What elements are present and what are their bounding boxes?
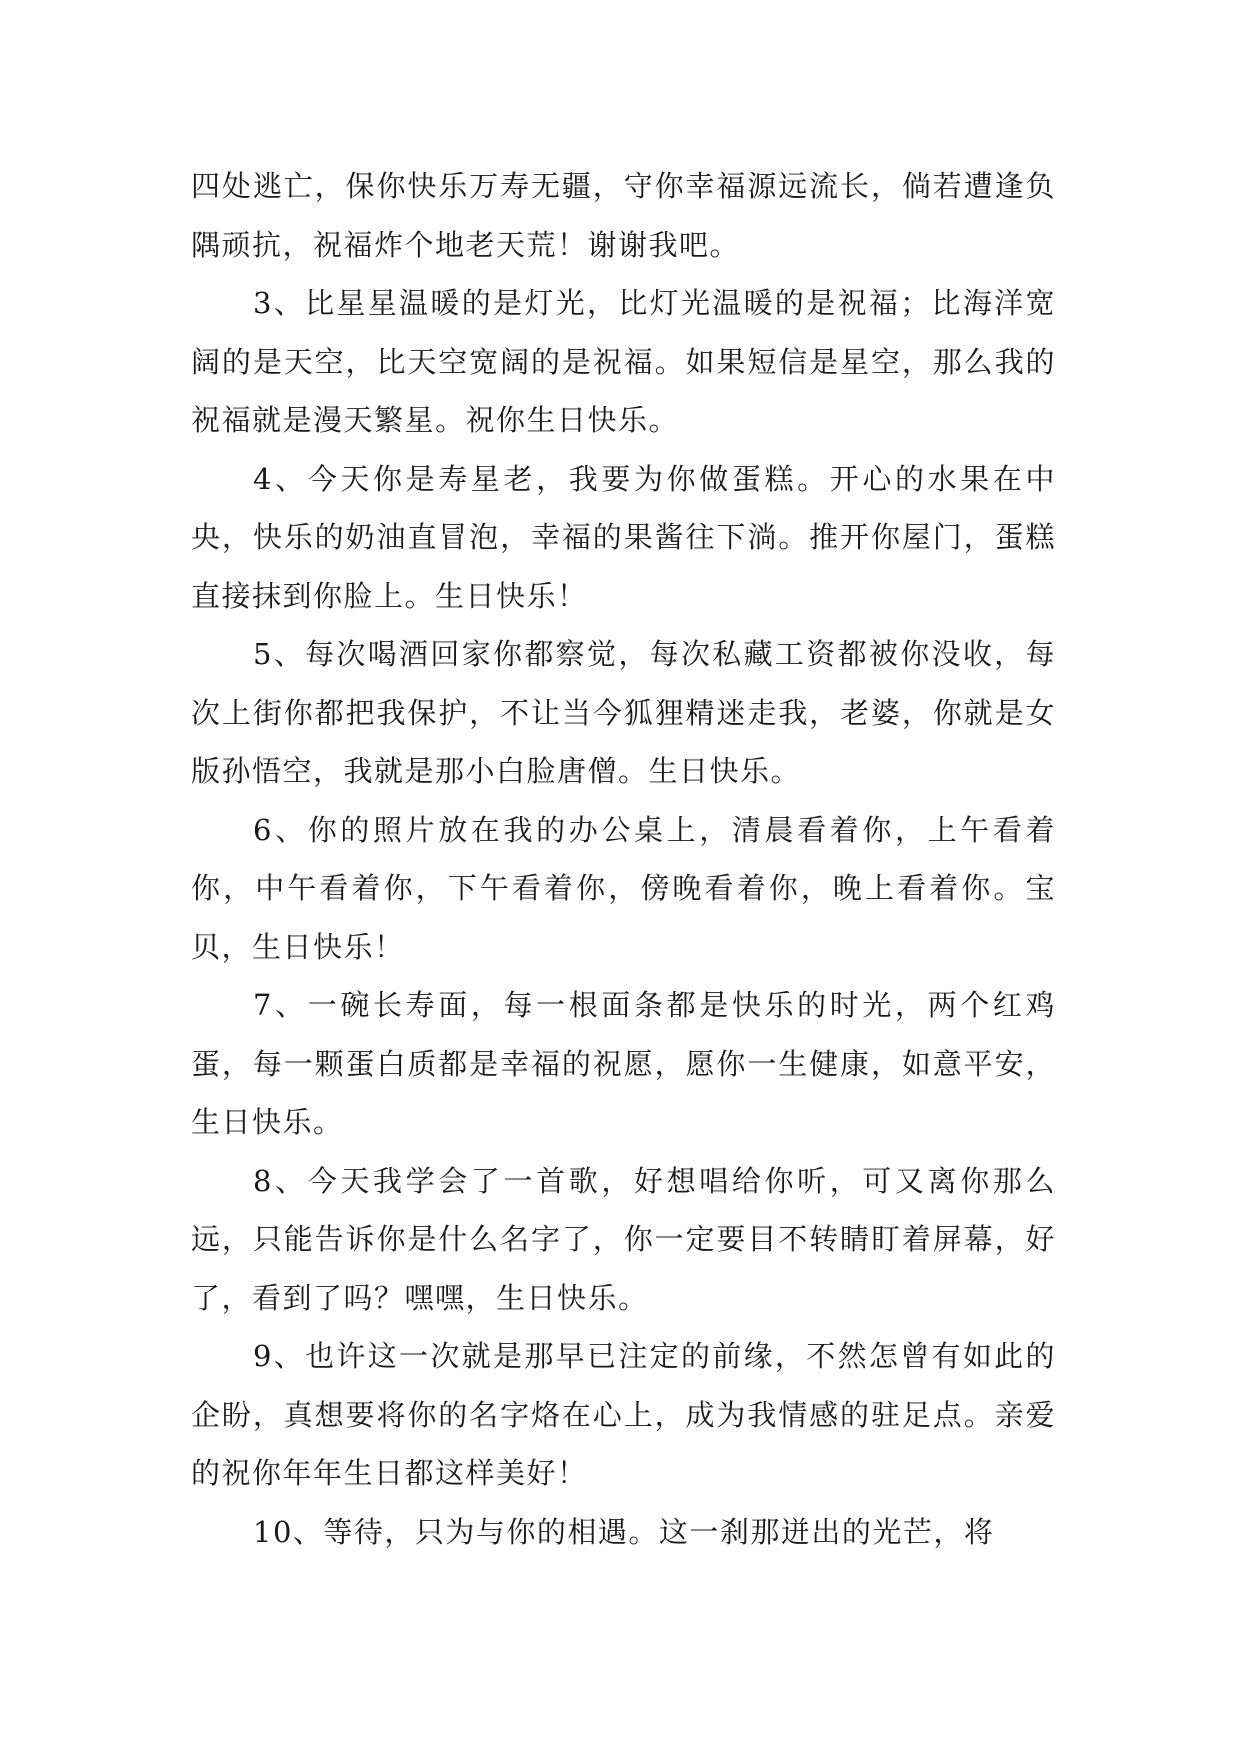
- paragraph-item-10: 10、等待，只为与你的相遇。这一刹那迸出的光芒，将: [253, 1514, 995, 1549]
- paragraph-continuation: 四处逃亡，保你快乐万寿无疆，守你幸福源远流长，倘若遭逢负隅顽抗，祝福炸个地老天荒！谢谢我吧。: [191, 169, 1056, 262]
- document-body: [191, 157, 1056, 1561]
- paragraph-item-6: 6、你的照片放在我的办公桌上，清晨看着你，上午看着你，中午看着你，下午看着你，傍晚看着你，晚上看着你。宝贝，生日快乐！: [191, 812, 1056, 964]
- paragraph-item-7: 7、一碗长寿面，每一根面条都是快乐的时光，两个红鸡蛋，每一颗蛋白质都是幸福的祝愿，愿你一生健康，如意平安，生日快乐。: [191, 988, 1056, 1139]
- paragraph-item-5: 5、每次喝酒回家你都察觉，每次私藏工资都被你没收，每次上街你都把我保护，不让当今狐狸精迷走我，老婆，你就是女版孙悟空，我就是那小白脸唐僧。生日快乐。: [191, 637, 1056, 788]
- paragraph-item-3: 3、比星星温暖的是灯光，比灯光温暖的是祝福；比海洋宽阔的是天空，比天空宽阔的是祝福。如果短信是星空，那么我的祝福就是漫天繁星。祝你生日快乐。: [191, 286, 1056, 437]
- paragraph-item-8: 8、今天我学会了一首歌，好想唱给你听，可又离你那么远，只能告诉你是什么名字了，你一定要目不转睛盯着屏幕，好了，看到了吗？嘿嘿，生日快乐。: [191, 1163, 1056, 1315]
- paragraph-item-4: 4、今天你是寿星老，我要为你做蛋糕。开心的水果在中央，快乐的奶油直冒泡，幸福的果酱往下淌。推开你屋门，蛋糕直接抹到你脸上。生日快乐！: [191, 461, 1056, 613]
- paragraph-item-9: 9、也许这一次就是那早已注定的前缘，不然怎曾有如此的企盼，真想要将你的名字烙在心上，成为我情感的驻足点。亲爱的祝你年年生日都这样美好！: [191, 1339, 1056, 1490]
